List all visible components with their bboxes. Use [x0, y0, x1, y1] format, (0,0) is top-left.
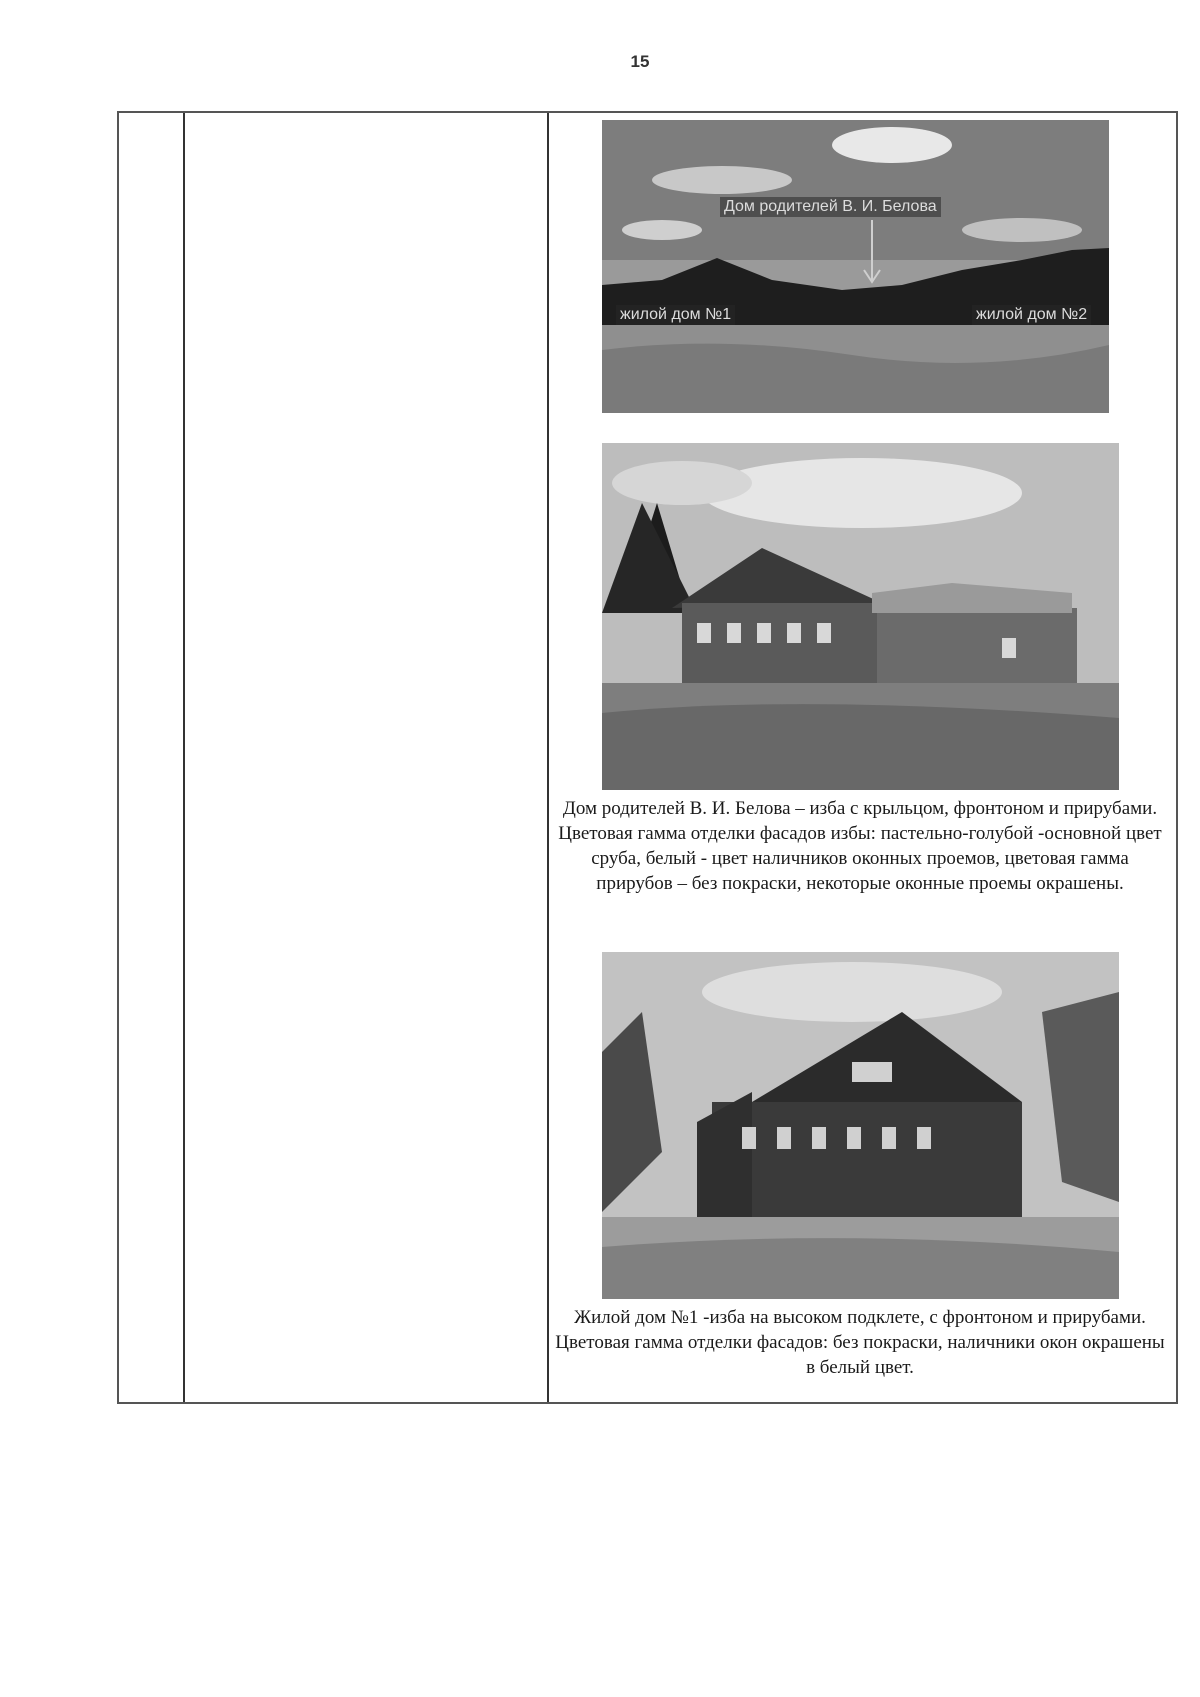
photo-parents-house [602, 443, 1119, 790]
table-column-illustrations [549, 113, 1176, 1402]
parents-house-image [602, 443, 1119, 790]
label-house-2: жилой дом №2 [972, 305, 1091, 325]
caption-house-1: Жилой дом №1 -изба на высоком подклете, с фронтоном и прирубами. Цветовая гамма отделки фасадов: без покраски, наличники окон окрашены в белый цвет. [555, 1307, 1165, 1378]
document-table [117, 111, 1178, 1404]
panorama-image [602, 120, 1109, 413]
table-column-description [185, 113, 549, 1402]
photo-house-1 [602, 952, 1119, 1299]
table-column-number [119, 113, 185, 1402]
label-house-1: жилой дом №1 [616, 305, 735, 325]
caption-parents-house: Дом родителей В. И. Белова – изба с крыльцом, фронтоном и прирубами. Цветовая гамма отделки фасадов избы: пастельно-голубой -основной цвет сруба, белый - цвет наличников оконных проемов, цветовая гамма прирубов – без покраски, некоторые оконные проемы окрашены. [558, 798, 1162, 894]
house-1-image [602, 952, 1119, 1299]
page-number: 15 [630, 52, 650, 71]
photo-village-panorama [602, 120, 1109, 413]
label-parents-house: Дом родителей В. И. Белова [720, 197, 941, 217]
